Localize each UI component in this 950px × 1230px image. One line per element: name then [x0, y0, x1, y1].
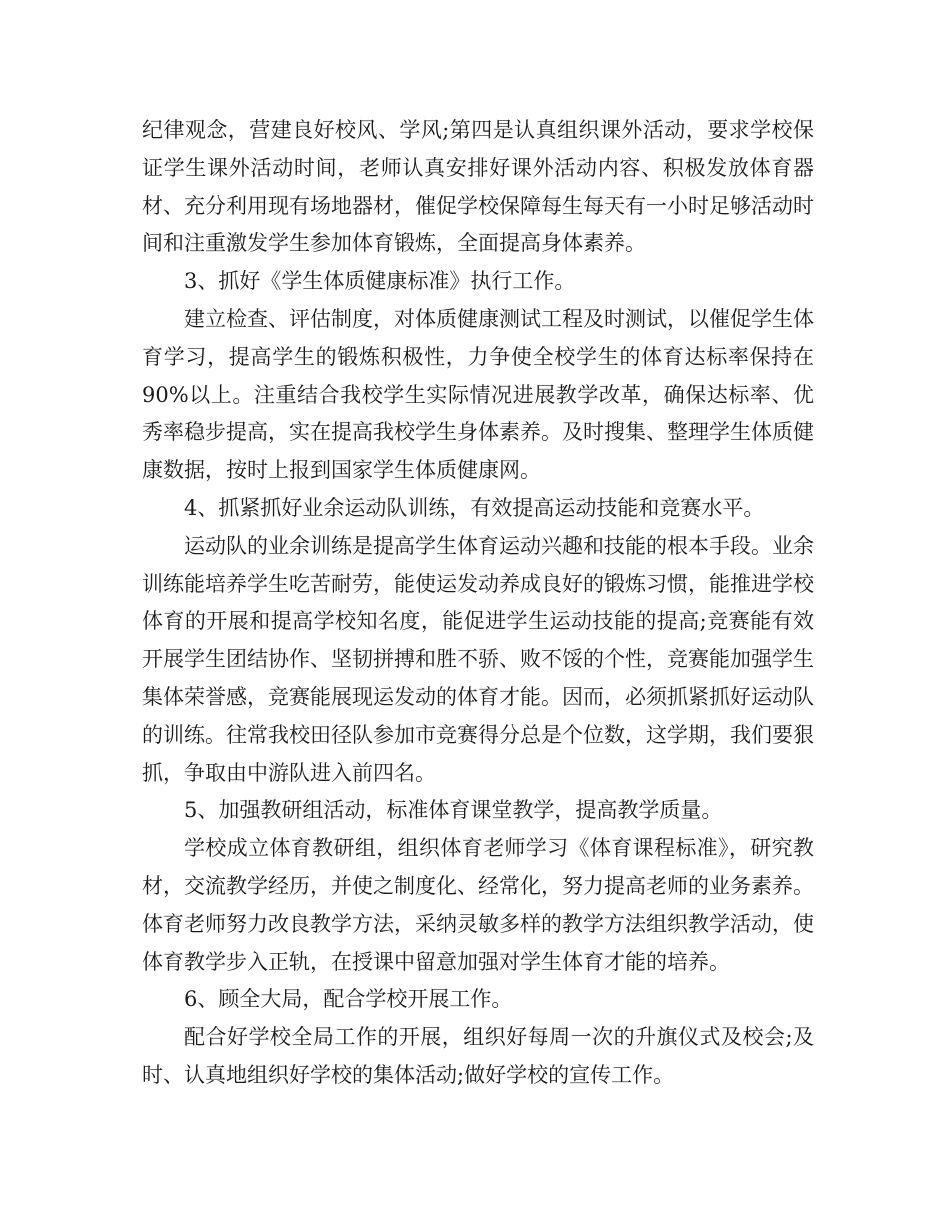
paragraph-teaching-research: 学校成立体育教研组，组织体育老师学习《体育课程标准》，研究教材，交流教学经历，并使之制度化、经常化，努力提高老师的业务素养。体育老师努力改良教学方法，采纳灵敏多样的教学方法组织教学活动，使体育教学步入正轨，在授课中留意加强对学生体育才能的培养。 [142, 836, 814, 974]
section-heading-3: 3、抓好《学生体质健康标准》执行工作。 [184, 269, 576, 294]
paragraph-continuation: 纪律观念，营建良好校风、学风;第四是认真组织课外活动，要求学校保证学生课外活动时间，老师认真安排好课外活动内容、积极发放体育器材、充分利用现有场地器材，催促学校保障每生每天有一小时足够活动时间和注重激发学生参加体育锻炼，全面提高身体素养。 [142, 118, 814, 256]
section-heading-6: 6、顾全大局，配合学校开展工作。 [184, 987, 513, 1012]
section-heading-4: 4、抓紧抓好业余运动队训练，有效提高运动技能和竞赛水平。 [184, 495, 765, 520]
paragraph-health-standard: 建立检查、评估制度，对体质健康测试工程及时测试，以催促学生体育学习，提高学生的锻炼积极性，力争使全校学生的体育达标率保持在90%以上。注重结合我校学生实际情况进展教学改革，确保达标率、优秀率稳步提高，实在提高我校学生身体素养。及时搜集、整理学生体质健康数据，按时上报到国家学生体质健康网。 [142, 306, 814, 483]
paragraph-sports-team: 运动队的业余训练是提高学生体育运动兴趣和技能的根本手段。业余训练能培养学生吃苦耐劳，能使运发动养成良好的锻炼习惯，能推进学校体育的开展和提高学校知名度，能促进学生运动技能的提高;竞赛能有效开展学生团结协作、坚韧拼搏和胜不骄、败不馁的个性，竞赛能加强学生集体荣誉感，竞赛能展现运发动的体育才能。因而，必须抓紧抓好运动队的训练。往常我校田径队参加市竞赛得分总是个位数，这学期，我们要狠抓，争取由中游队进入前四名。 [142, 533, 814, 785]
section-heading-5: 5、加强教研组活动，标准体育课堂教学，提高教学质量。 [184, 798, 723, 823]
paragraph-school-cooperation: 配合好学校全局工作的开展，组织好每周一次的升旗仪式及校会;及时、认真地组织好学校的集体活动;做好学校的宣传工作。 [142, 1025, 814, 1087]
document-body [142, 112, 814, 1095]
